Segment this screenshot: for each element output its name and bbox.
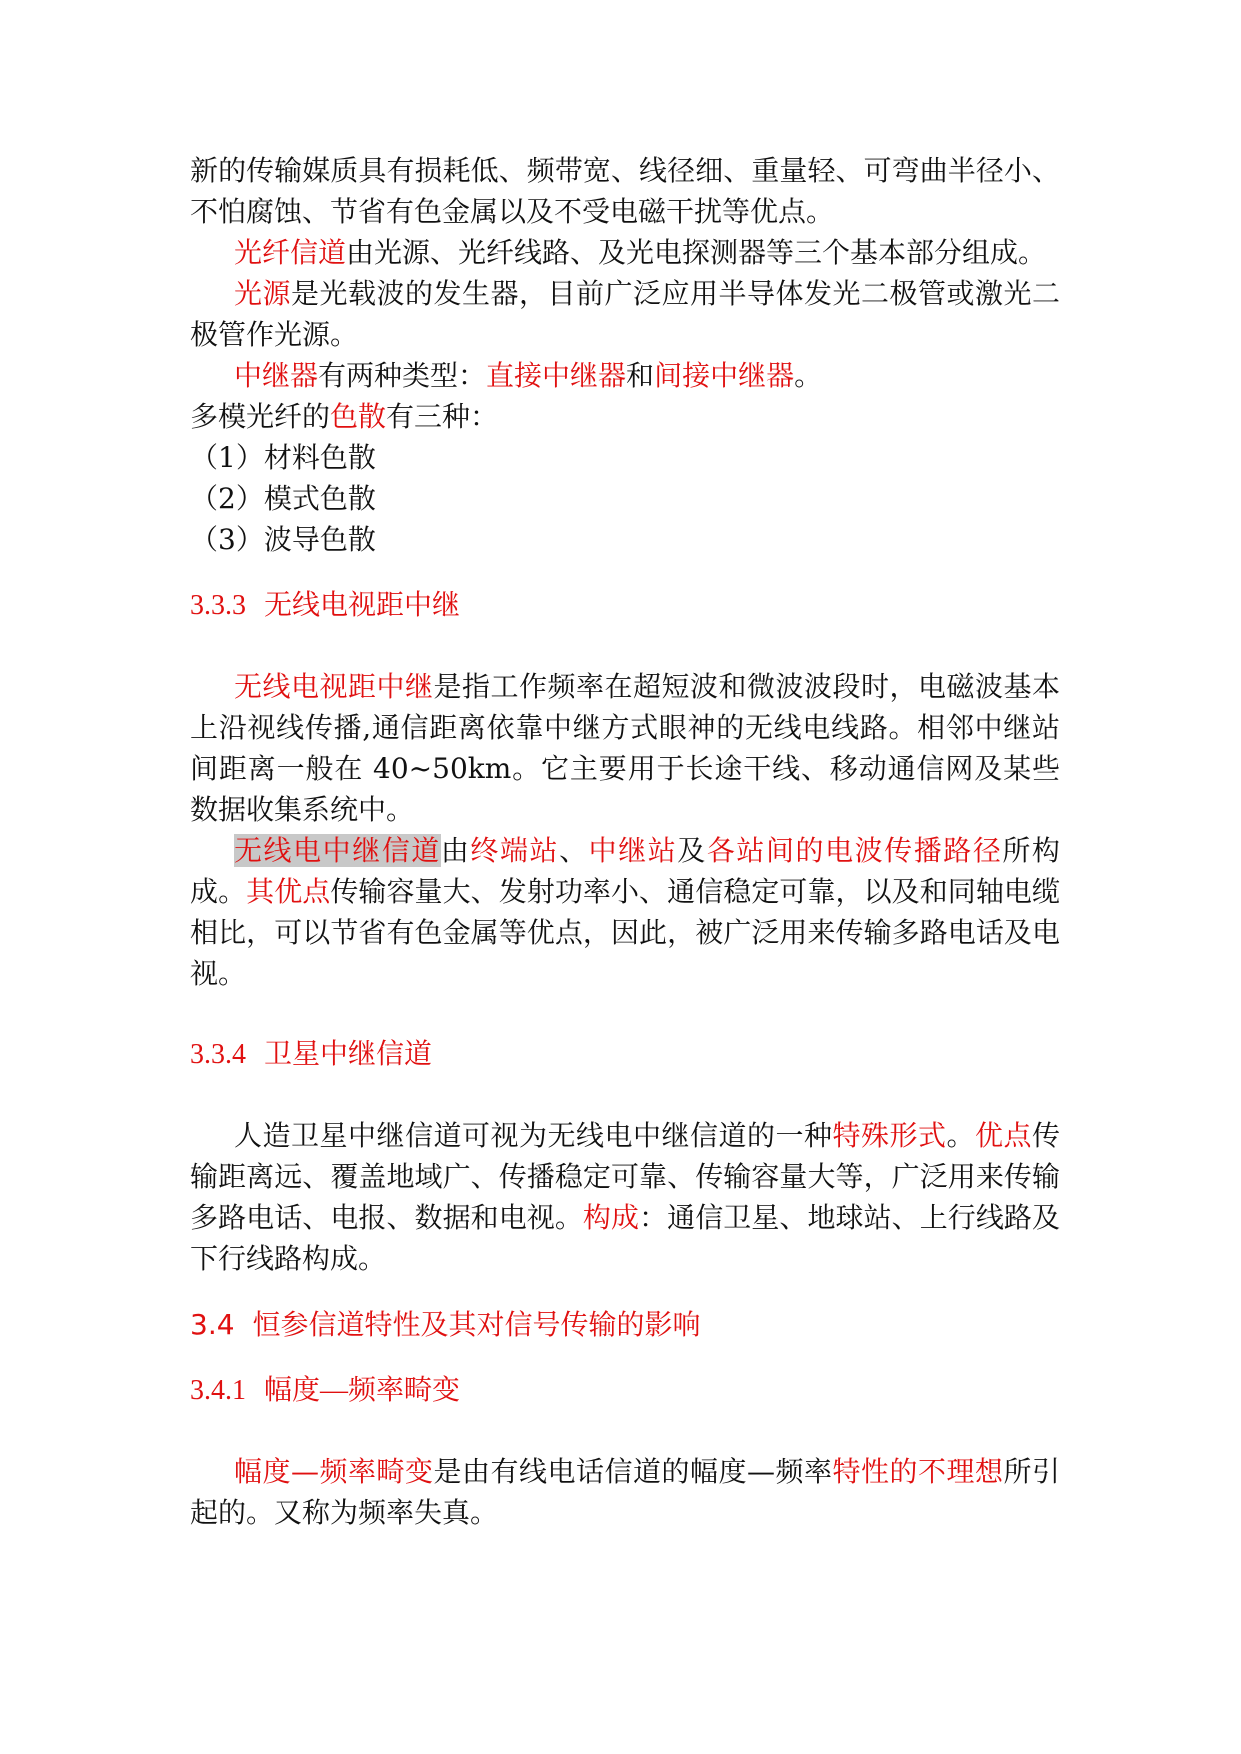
heading-title: 恒参信道特性及其对信号传输的影响: [252, 1308, 701, 1341]
paragraph-amplitude-frequency: [190, 1451, 1060, 1533]
paragraph-repeater: [190, 355, 1060, 396]
text: ：通信卫星、地球站、上行线路及下行线路构成。: [190, 1201, 1060, 1275]
paragraph-media-advantages: 新的传输媒质具有损耗低、频带宽、线径细、重量轻、可弯曲半径小、不怕腐蚀、节省有色金属以及不受电磁干扰等优点。: [190, 154, 1060, 228]
term-radio-relay: 无线电视距中继: [234, 670, 434, 703]
heading-number: 3.4: [190, 1308, 235, 1341]
text: 、: [559, 834, 589, 867]
term-amplitude-frequency-distortion: 幅度—频率畸变: [234, 1455, 434, 1488]
term-fiber-channel: 光纤信道: [234, 236, 347, 269]
term-radio-relay-channel: 无线电中继信道: [234, 834, 441, 867]
heading-3-3-4: [190, 1034, 1060, 1075]
text: 多模光纤的: [190, 400, 331, 433]
text: 是光载波的发生器，目前广泛应用半导体发光二极管或激光二极管作光源。: [190, 277, 1060, 351]
text: 是由有线电话信道的幅度—频率: [433, 1455, 833, 1488]
heading-3-4: [190, 1304, 1060, 1345]
term-advantages: 其优点: [246, 875, 331, 908]
paragraph-light-source: [190, 273, 1060, 355]
paragraph-satellite: [190, 1115, 1060, 1279]
text: 及: [677, 834, 707, 867]
term-relay-station: 中继站: [588, 834, 678, 867]
term-terminal-station: 终端站: [470, 834, 560, 867]
text: 和: [626, 359, 655, 392]
heading-title: 幅度—频率畸变: [264, 1375, 461, 1406]
term-repeater: 中继器: [234, 359, 319, 392]
term-special-form: 特殊形式: [832, 1119, 947, 1152]
list-item: （1）材料色散: [190, 441, 376, 474]
paragraph-fiber-channel: [190, 232, 1060, 273]
text: 有三种：: [386, 400, 499, 433]
term-advantages: 优点: [974, 1119, 1032, 1152]
document-page: [190, 150, 1060, 1533]
heading-number: 3.3.4: [190, 1039, 246, 1070]
list-item: （2）模式色散: [190, 482, 376, 515]
text: 所引起的。又称为频率失真。: [190, 1455, 1060, 1529]
heading-number: 3.3.3: [190, 590, 246, 621]
text: 传输距离远、覆盖地域广、传播稳定可靠、传输容量大等，广泛用来传输多路电话、电报、数据和电视。: [190, 1119, 1060, 1234]
paragraph-radio-relay: [190, 666, 1060, 830]
term-non-ideal: 特性的不理想: [832, 1455, 1004, 1488]
text: 。: [794, 359, 823, 392]
text: 所构成。: [190, 834, 1060, 908]
term-propagation-path: 各站间的电波传播路径: [706, 834, 1003, 867]
paragraph-dispersion: [190, 396, 1060, 437]
heading-title: 无线电视距中继: [264, 590, 461, 621]
heading-number: 3.4.1: [190, 1375, 246, 1406]
text: 传输容量大、发射功率小、通信稳定可靠，以及和同轴电缆相比，可以节省有色金属等优点，因此，被广泛用来传输多路电话及电视。: [190, 875, 1060, 990]
term-light-source: 光源: [234, 277, 291, 310]
text: 。: [946, 1119, 975, 1152]
term-dispersion: 色散: [330, 400, 387, 433]
term-direct-repeater: 直接中继器: [486, 359, 627, 392]
paragraph-radio-relay-channel: [190, 830, 1060, 994]
text: 人造卫星中继信道可视为无线电中继信道的一种: [234, 1119, 833, 1152]
list-item: （3）波导色散: [190, 523, 376, 556]
text: 有两种类型：: [318, 359, 487, 392]
heading-3-4-1: [190, 1370, 1060, 1411]
text: 由: [440, 834, 471, 867]
heading-3-3-3: [190, 585, 1060, 626]
term-indirect-repeater: 间接中继器: [654, 359, 795, 392]
heading-title: 卫星中继信道: [264, 1039, 433, 1070]
text: 是指工作频率在超短波和微波波段时，电磁波基本上沿视线传播,通信距离依靠中继方式眼神的无线电线路。相邻中继站间距离一般在 40~50km。它主要用于长途干线、移动通信网及某些数据收集系统中。: [190, 670, 1060, 826]
term-composition: 构成: [582, 1201, 640, 1234]
text: 由光源、光纤线路、及光电探测器等三个基本部分组成。: [346, 236, 1047, 269]
